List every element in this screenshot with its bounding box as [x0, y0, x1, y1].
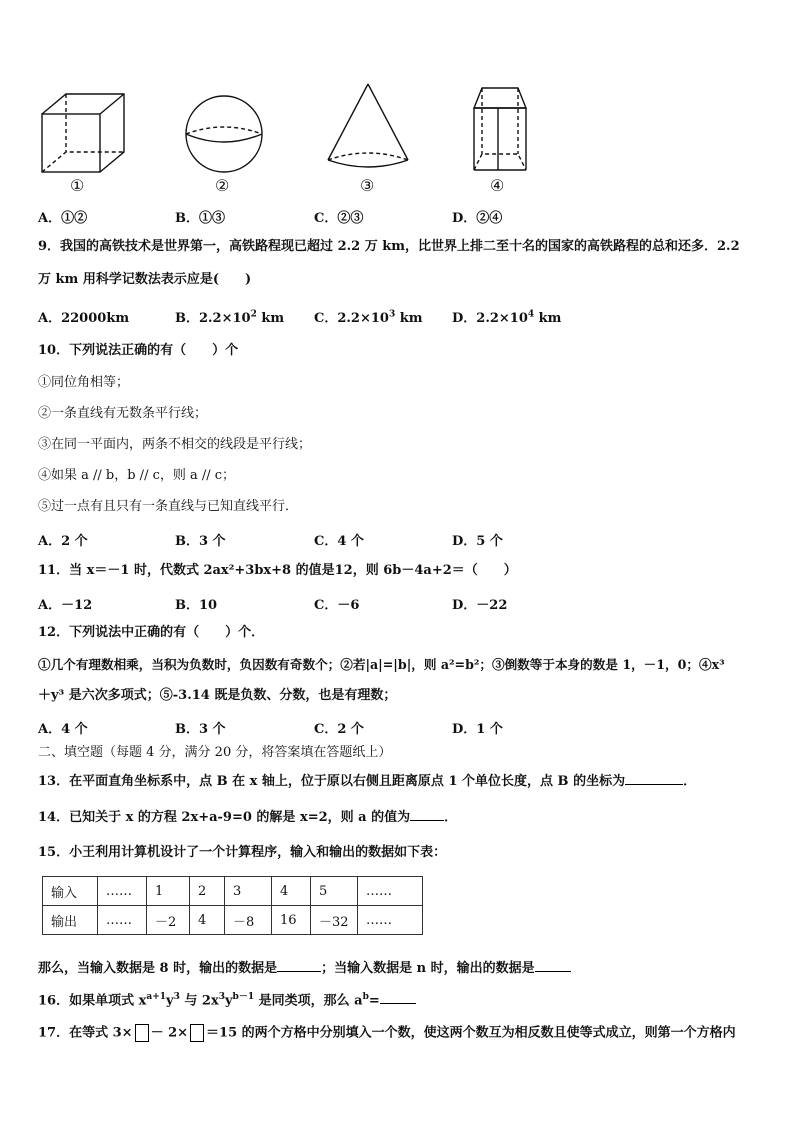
q10-option-a: A．2 个	[38, 534, 88, 549]
table-cell: 5	[311, 877, 358, 906]
table-cell: 输入	[43, 877, 98, 906]
sphere-figure	[186, 96, 262, 172]
q11-option-a: A．－12	[38, 598, 93, 613]
q8-option-d: D．②④	[452, 211, 503, 226]
q10-item-4: ④如果 a // b，b // c，则 a // c；	[38, 468, 236, 483]
figure-label-2: ②	[215, 176, 230, 195]
q9-option-a: A．22000km	[38, 311, 130, 326]
table-cell: 16	[272, 906, 311, 935]
section2-heading: 二、填空题（每题 4 分，满分 20 分，将答案填在答题纸上）	[38, 745, 392, 760]
table-cell: 输出	[43, 906, 98, 935]
q12-option-c: C．2 个	[314, 722, 364, 737]
q9-line2: 万 km 用科学记数法表示应是( )	[38, 272, 252, 287]
q12-option-d: D．1 个	[452, 722, 503, 737]
q14-text: 14．已知关于 x 的方程 2x+a-9=0 的解是 x=2，则 a 的值为 ．	[38, 806, 457, 827]
cone-figure	[328, 84, 408, 167]
table-row-output	[43, 906, 423, 935]
table-cell: －32	[311, 906, 358, 935]
q11-option-d: D．－22	[452, 598, 508, 613]
table-row-input	[43, 877, 423, 906]
q17-text: 17．在等式 3× － 2× ＝15 的两个方格中分别填入一个数，使这两个数互为相反数且使等式成立，则第一个方格内	[38, 1025, 736, 1041]
table-cell: ……	[98, 906, 147, 935]
q9-option-c: C．$2.2\times 10^3$ km	[314, 309, 423, 326]
q8-option-c: C．②③	[314, 211, 364, 226]
table-cell: －2	[147, 906, 190, 935]
table-cell: －8	[225, 906, 272, 935]
prism-figure	[474, 88, 526, 170]
q10-item-3: ③在同一平面内，两条不相交的线段是平行线；	[38, 437, 312, 452]
q10-option-c: C．4 个	[314, 534, 364, 549]
table-cell: 1	[147, 877, 190, 906]
answer-box-1[interactable]	[135, 1024, 149, 1042]
answer-box-2[interactable]	[190, 1024, 204, 1042]
q16-text: 16．如果单项式 $x^{a+1}y^3$ 与 $2x^3y^{b-1}$ 是同类项，那么 $a^b=$	[38, 988, 416, 1010]
table-cell: 3	[225, 877, 272, 906]
table-cell: 4	[190, 906, 225, 935]
q8-option-b: B．①③	[175, 211, 225, 226]
q15-stem: 15．小王利用计算机设计了一个计算程序，输入和输出的数据如下表：	[38, 845, 447, 860]
cube-figure	[42, 94, 124, 172]
table-cell: ……	[98, 877, 147, 906]
solid-figures	[30, 78, 550, 200]
figure-label-4: ④	[490, 176, 505, 195]
q9-line1: 9．我国的高铁技术是世界第一，高铁路程现已超过 2.2 万 km，比世界上排二至十名的国家的高铁路程的总和还多．2.2	[38, 239, 740, 254]
q13-text: 13．在平面直角坐标系中，点 B 在 x 轴上，位于原以右侧且距离原点 1 个单位长度，点 B 的坐标为 ．	[38, 770, 696, 791]
q10-item-2: ②一条直线有无数条平行线；	[38, 406, 208, 421]
q11-option-c: C．－6	[314, 598, 360, 613]
q12-line2: ＋y³ 是六次多项式；⑤-3.14 既是负数、分数，也是有理数；	[38, 688, 397, 703]
q10-stem: 10．下列说法正确的有（ ）个	[38, 343, 239, 358]
q10-item-1: ①同位角相等；	[38, 375, 130, 390]
q12-stem: 12．下列说法中正确的有（ ）个．	[38, 625, 265, 640]
q11-option-b: B．10	[175, 598, 218, 613]
q15-followup: 那么，当输入数据是 8 时，输出的数据是 ；当输入数据是 n 时，输出的数据是	[38, 957, 571, 978]
io-table	[42, 876, 423, 935]
q10-item-5: ⑤过一点有且只有一条直线与已知直线平行．	[38, 499, 299, 514]
figure-label-1: ①	[70, 176, 85, 195]
table-cell: 2	[190, 877, 225, 906]
q12-line1: ①几个有理数相乘，当积为负数时，负因数有奇数个；②若|a|=|b|，则 a²=b²；③倒数等于本身的数是 1，－1，0；④x³	[38, 657, 725, 672]
q9-option-b: B．$2.2\times 10^2$ km	[175, 309, 285, 326]
q12-option-b: B．3 个	[175, 722, 226, 737]
q10-option-d: D．5 个	[452, 534, 503, 549]
q12-option-a: A．4 个	[38, 722, 88, 737]
figure-label-3: ③	[360, 176, 375, 195]
q8-option-a: A．①②	[38, 211, 88, 226]
table-cell: 4	[272, 877, 311, 906]
q9-option-d: D．$2.2\times 10^4$ km	[452, 309, 562, 326]
q10-option-b: B．3 个	[175, 534, 226, 549]
table-cell: ……	[358, 877, 423, 906]
q11-stem: 11．当 x＝－1 时，代数式 2ax²+3bx+8 的值是12，则 6b－4a+2＝（ ）	[38, 563, 517, 578]
table-cell: ……	[358, 906, 423, 935]
